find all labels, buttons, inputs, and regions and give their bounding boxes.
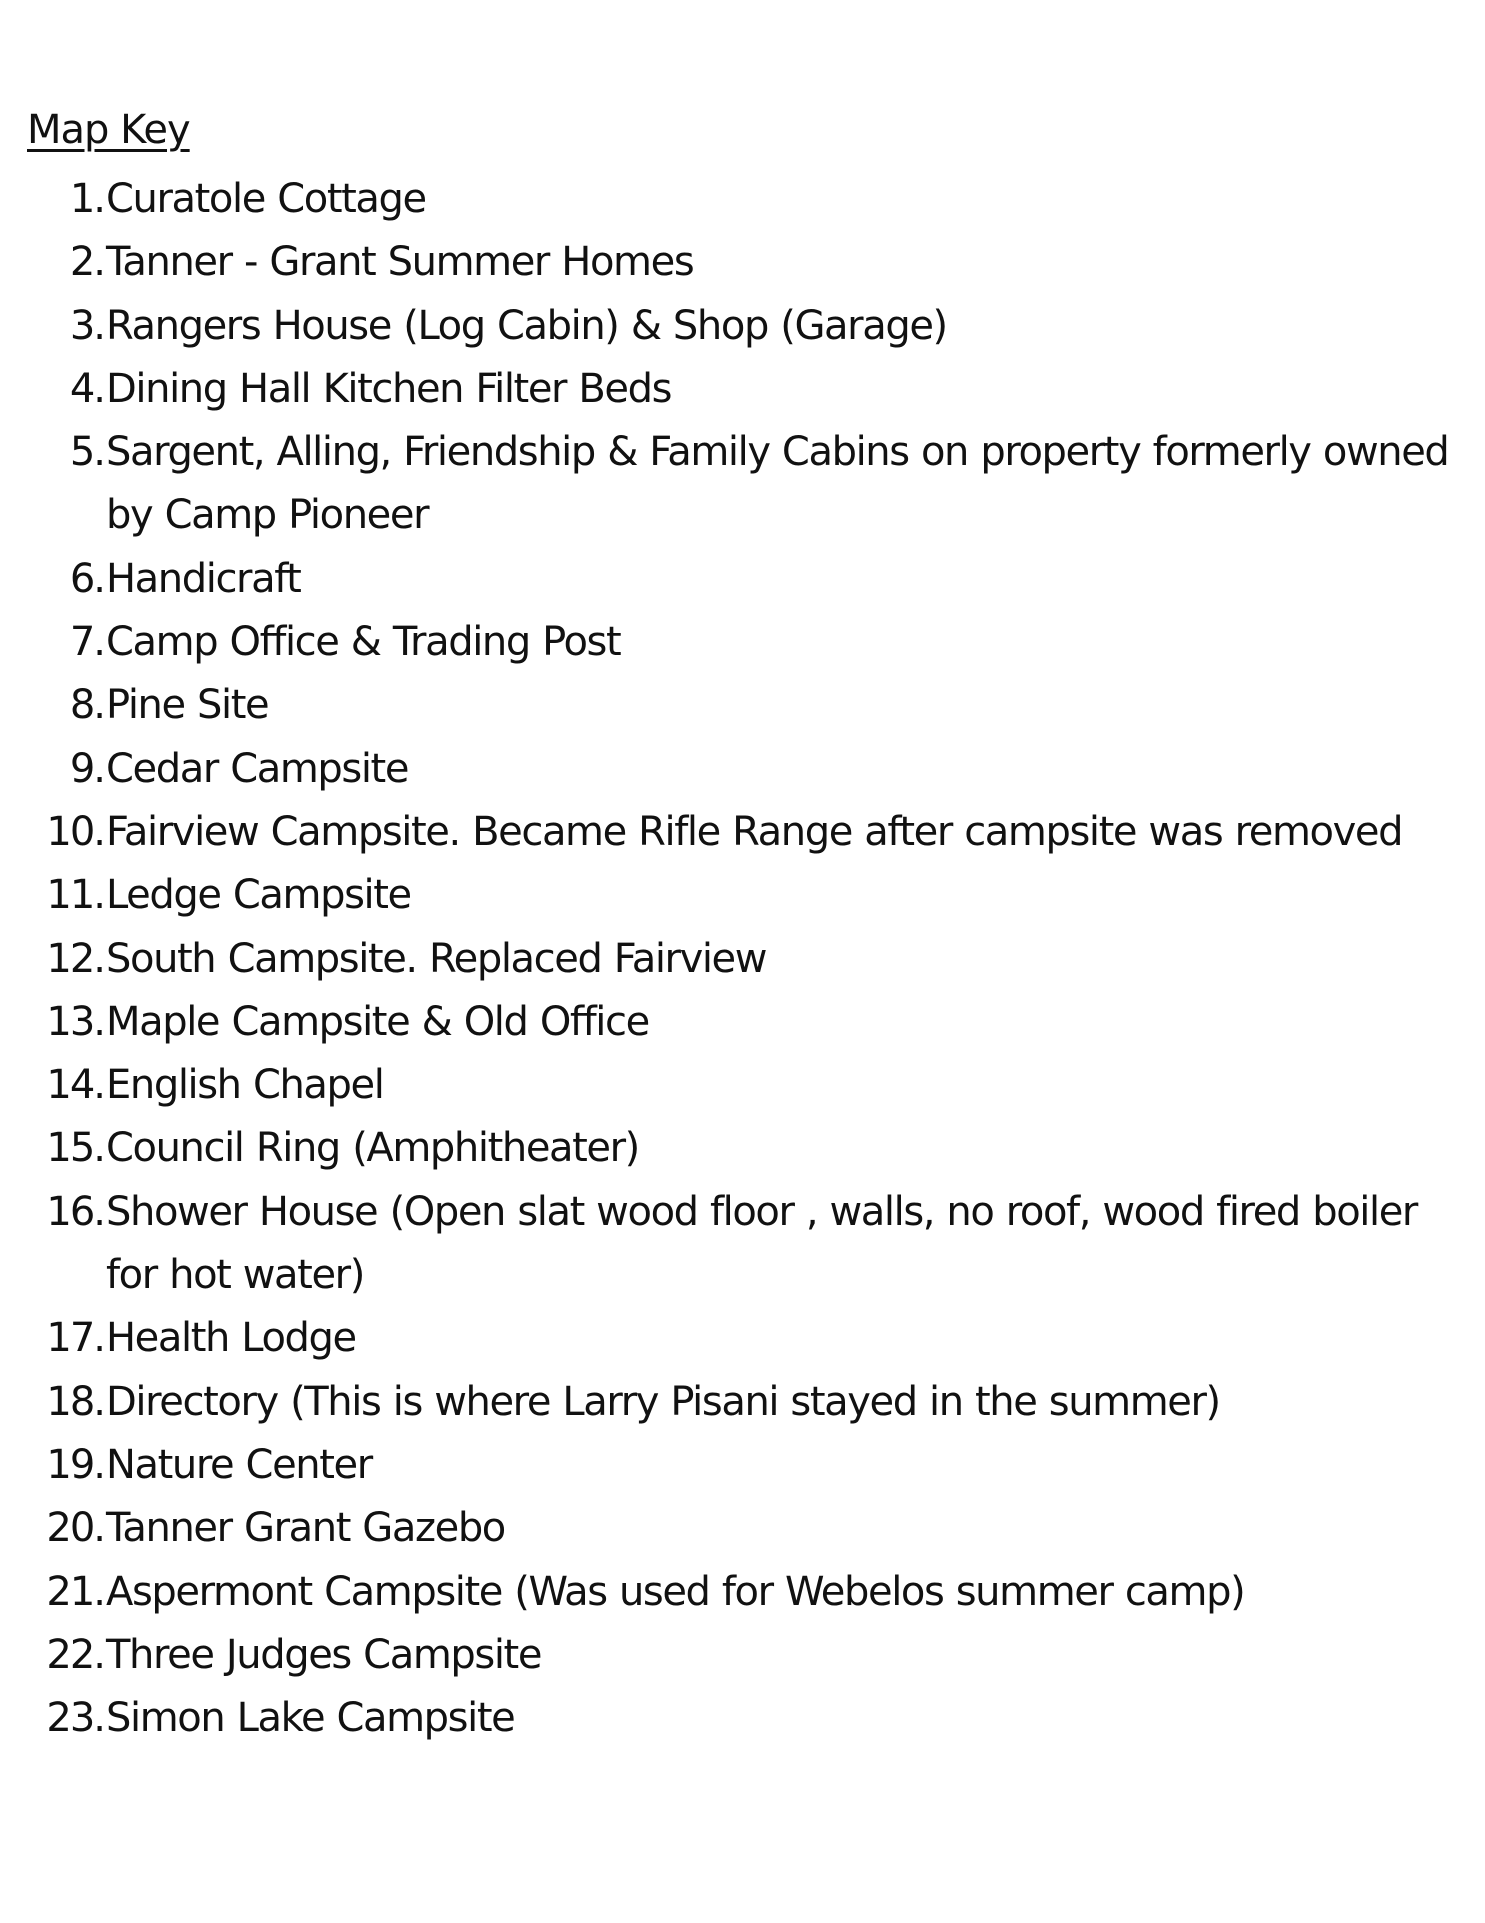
item-text: Handicraft <box>106 555 301 602</box>
list-item <box>0 611 1460 674</box>
item-number: 23. <box>46 1695 104 1742</box>
item-number: 21. <box>46 1568 104 1615</box>
item-number: 14. <box>46 1062 104 1109</box>
item-text: Aspermont Campsite (Was used for Webelos summer camp) <box>106 1568 1245 1615</box>
item-number: 9. <box>69 745 104 792</box>
item-text: Tanner Grant Gazebo <box>106 1505 505 1552</box>
list-item <box>0 1181 1460 1308</box>
list-item <box>0 991 1460 1054</box>
item-text: Three Judges Campsite <box>106 1631 542 1678</box>
list-item <box>0 548 1460 611</box>
item-number: 4. <box>69 365 104 412</box>
list-item <box>0 864 1460 927</box>
list-item <box>0 231 1460 294</box>
item-text: Maple Campsite & Old Office <box>106 998 649 1045</box>
list-item <box>0 738 1460 801</box>
item-number: 17. <box>46 1315 104 1362</box>
item-number: 22. <box>46 1631 104 1678</box>
item-text: Simon Lake Campsite <box>106 1695 515 1742</box>
item-text: Camp Office & Trading Post <box>106 619 621 666</box>
item-text: Council Ring (Amphitheater) <box>106 1125 639 1172</box>
item-number: 16. <box>46 1188 104 1235</box>
item-number: 5. <box>69 429 104 476</box>
item-number: 3. <box>69 302 104 349</box>
item-text: Ledge Campsite <box>106 872 411 919</box>
item-number: 19. <box>46 1441 104 1488</box>
item-text: Tanner - Grant Summer Homes <box>106 239 694 286</box>
list-item <box>0 928 1460 991</box>
item-text: Pine Site <box>106 682 269 729</box>
item-number: 10. <box>46 808 104 855</box>
map-key-title: Map Key <box>27 107 190 153</box>
list-item <box>0 801 1460 864</box>
list-item <box>0 1371 1460 1434</box>
list-item <box>0 1497 1460 1560</box>
item-text: Health Lodge <box>106 1315 356 1362</box>
item-text: Dining Hall Kitchen Filter Beds <box>106 365 672 412</box>
list-item <box>0 1561 1460 1624</box>
list-item <box>0 1307 1460 1370</box>
item-text: Directory (This is where Larry Pisani stayed in the summer) <box>106 1378 1220 1425</box>
item-text: Fairview Campsite. Became Rifle Range after campsite was removed <box>106 808 1403 855</box>
item-number: 18. <box>46 1378 104 1425</box>
list-item <box>0 1434 1460 1497</box>
list-item <box>0 421 1460 548</box>
list-item <box>0 1687 1460 1750</box>
item-text: English Chapel <box>106 1062 384 1109</box>
item-number: 20. <box>46 1505 104 1552</box>
item-number: 8. <box>69 682 104 729</box>
list-item <box>0 358 1460 421</box>
item-number: 12. <box>46 935 104 982</box>
item-number: 6. <box>69 555 104 602</box>
item-text: Cedar Campsite <box>106 745 409 792</box>
list-item <box>0 1054 1460 1117</box>
list-item <box>0 168 1460 231</box>
list-item <box>0 1624 1460 1687</box>
item-number: 1. <box>69 176 104 222</box>
list-item <box>0 674 1460 737</box>
item-text: Rangers House (Log Cabin) & Shop (Garage) <box>106 302 947 349</box>
item-text: Sargent, Alling, Friendship & Family Cabins on property formerly owned by Camp Pioneer <box>106 429 1449 539</box>
item-number: 2. <box>69 239 104 286</box>
item-number: 13. <box>46 998 104 1045</box>
item-text: Nature Center <box>106 1441 372 1488</box>
item-text: South Campsite. Replaced Fairview <box>106 935 767 982</box>
list-item <box>0 295 1460 358</box>
item-number: 11. <box>46 872 104 919</box>
item-text: Curatole Cottage <box>106 176 426 222</box>
item-text: Shower House (Open slat wood floor , walls, no roof, wood fired boiler for hot water) <box>106 1188 1417 1299</box>
list-item <box>0 1117 1460 1180</box>
item-number: 7. <box>69 619 104 666</box>
map-key-list <box>0 168 1460 1750</box>
item-number: 15. <box>46 1125 104 1172</box>
